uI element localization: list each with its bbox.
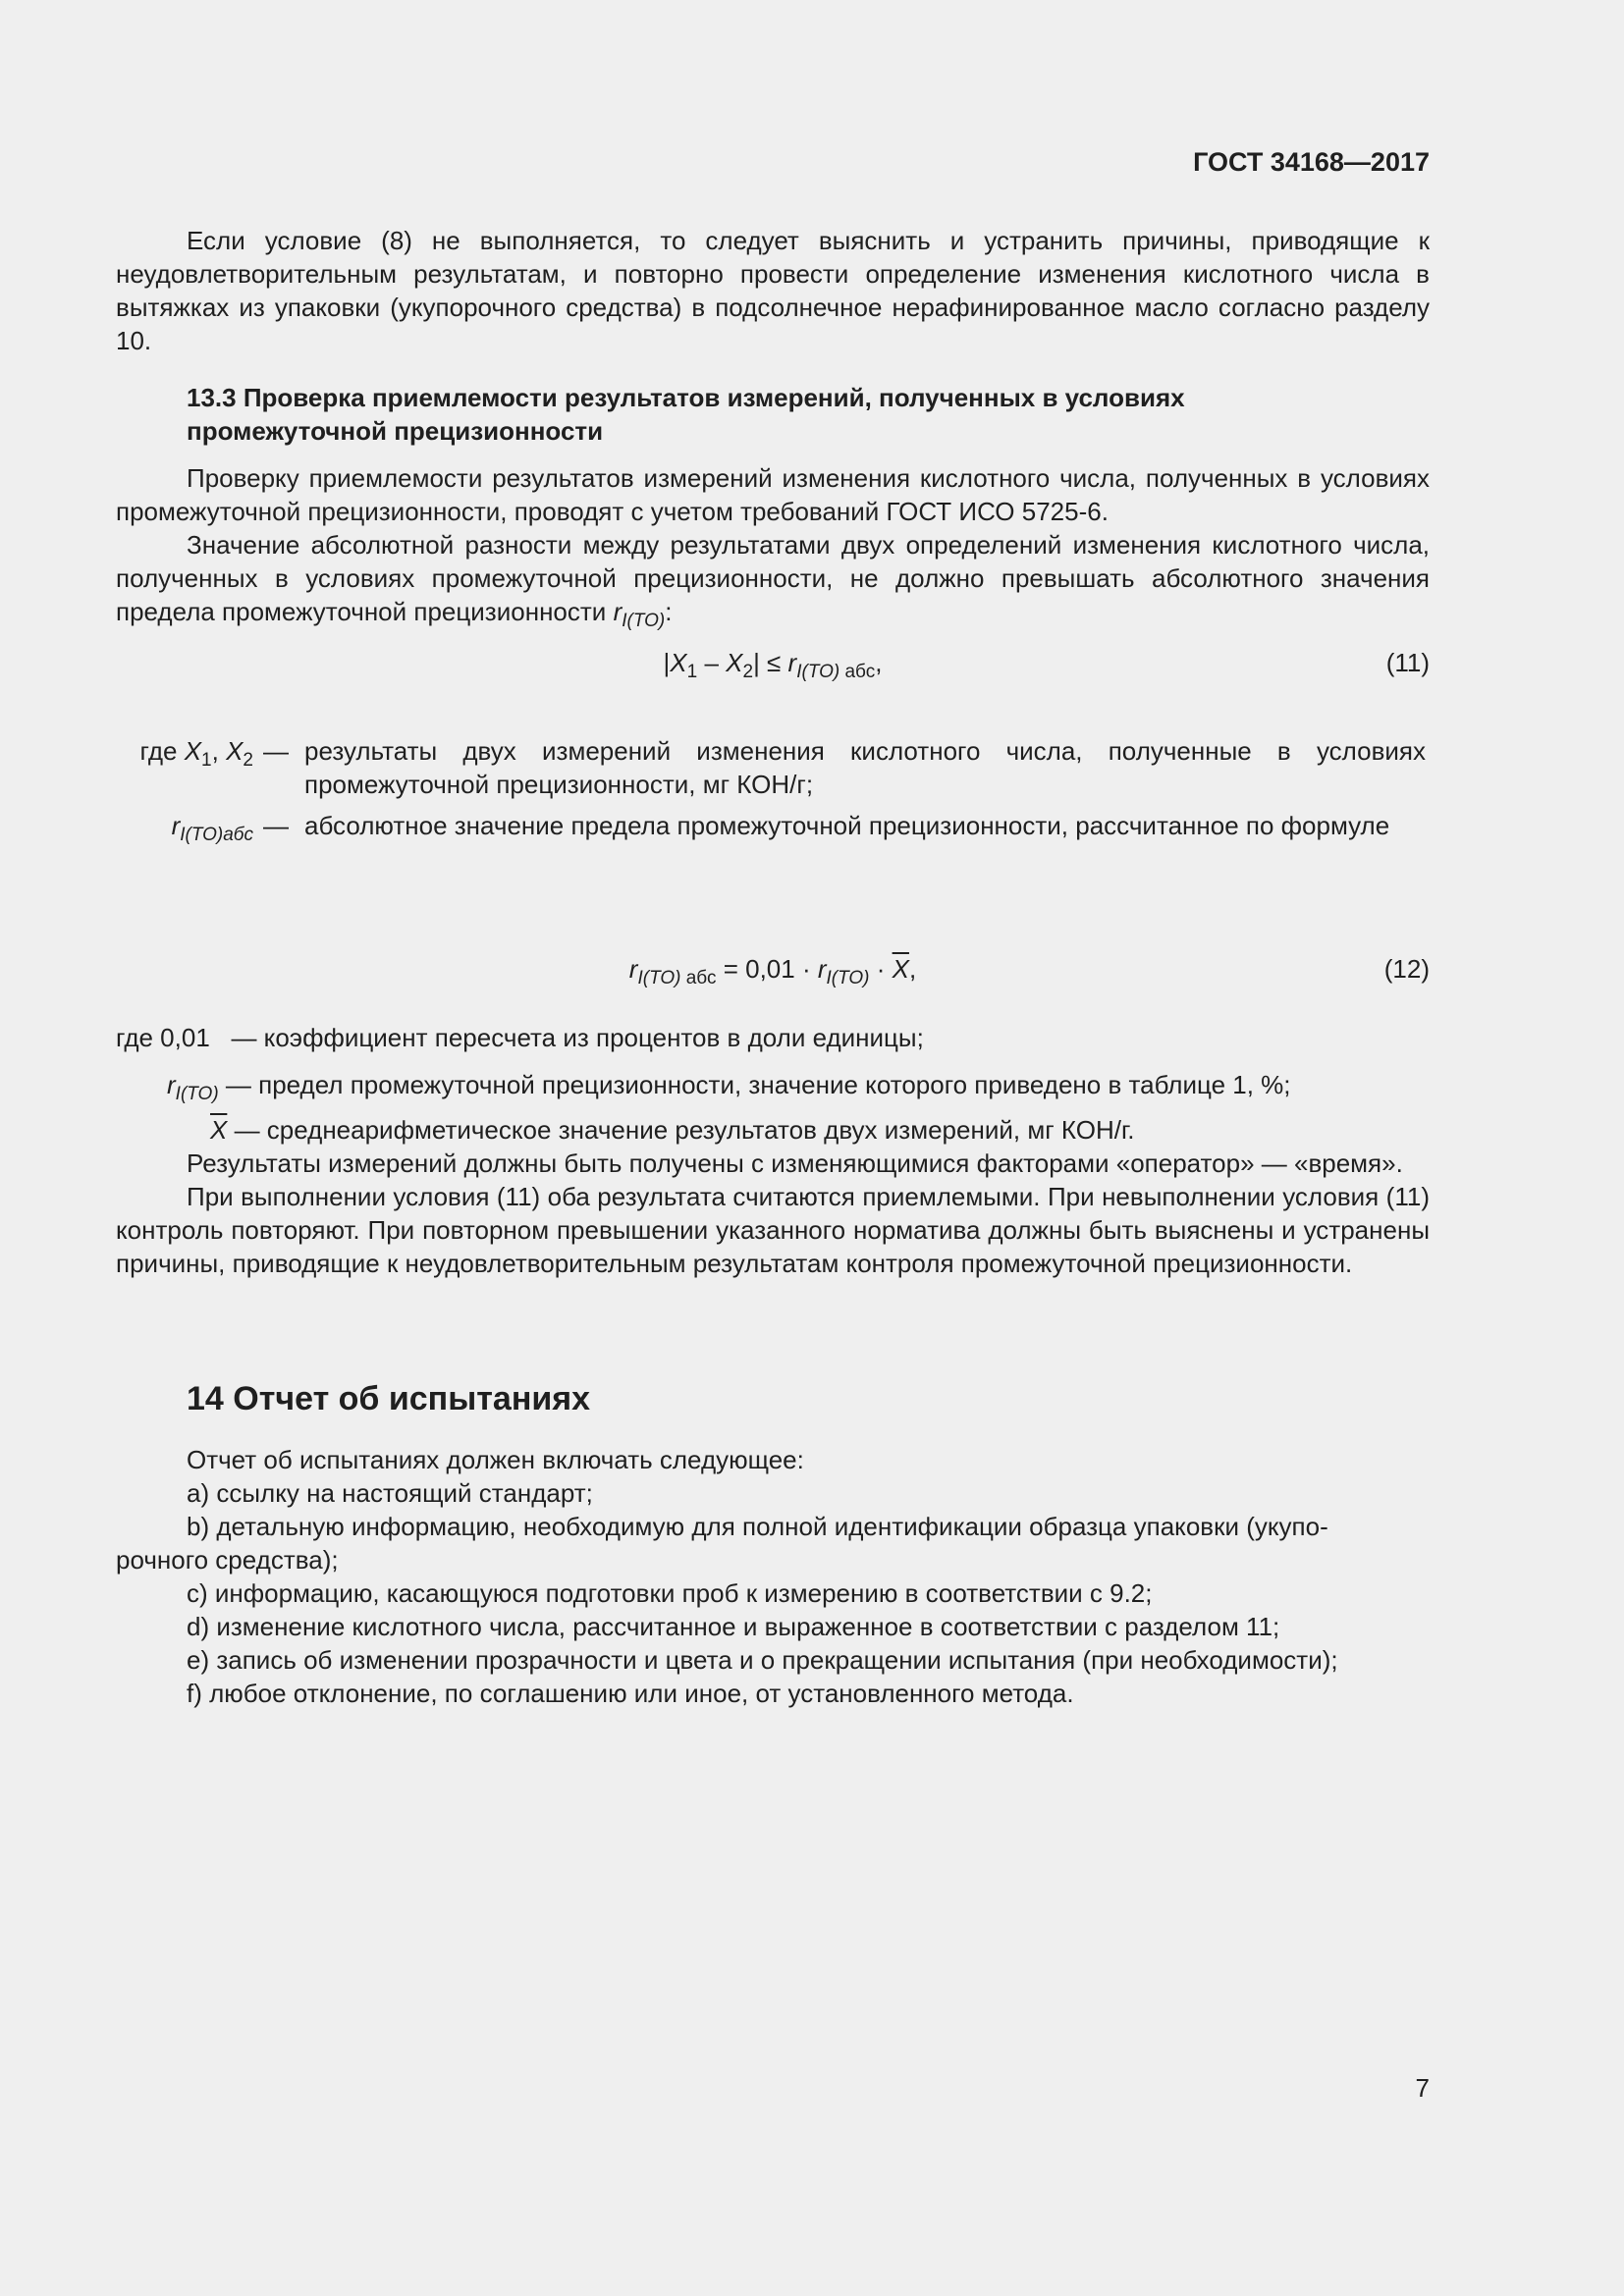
standard-header: ГОСТ 34168—2017: [1193, 147, 1430, 177]
paragraph-absolute-difference: Значение абсолютной разности между результатами двух определений изменения кислотного числа, полученных в условиях промежуточной прецизионности, не должно превышать абсолютного значения предела промежуточной прецизионности $r_{I(TO)}$:: [116, 530, 1430, 631]
section-14-intro: Отчет об испытаниях должен включать следующее:: [187, 1445, 804, 1474]
list-item-f: f) любое отклонение, по соглашению или иное, от установленного метода.: [187, 1679, 1074, 1708]
formula-12: $r_{I(TO) абс} = 0,01 \cdot r_{I(TO)} \cdot \overline{X}$,: [628, 954, 917, 988]
section-13-3-closing: [116, 1147, 1430, 1280]
intro-paragraph: Если условие (8) не выполняется, то следует выяснить и устранить причины, приводящие к неудовлетворительным результатам, и повторно провести определение изменения кислотного числа в вытяжках из упаковки (укупорочного средства) в подсолнечное нерафинированное масло согласно разделу 10.: [116, 226, 1430, 355]
paragraph-factors: Результаты измерений должны быть получены с изменяющимися факторами «оператор» — «время».: [187, 1148, 1403, 1178]
def-text-r-abs-content: абсолютное значение предела промежуточной прецизионности, рассчитанное по формуле: [304, 811, 1390, 840]
def-x-mean: $\overline{X}$ — среднеарифметическое значение результатов двух измерений, мг КОН/г.: [210, 1115, 1135, 1145]
list-item-b: b) детальную информацию, необходимую для полной идентификации образца упаковки (укупо-: [187, 1512, 1328, 1541]
section-14-title: 14 Отчет об испытаниях: [187, 1380, 591, 1417]
def-coef: где 0,01 — коэффициент пересчета из процентов в доли единицы;: [116, 1023, 924, 1052]
paragraph-conditions: При выполнении условия (11) оба результата считаются приемлемыми. При невыполнении условия (11) контроль повторяют. При повторном превышении указанного норматива должны быть выяснены и устранены причины, приводящие к неудовлетворительным результатам контроля промежуточной прецизионности.: [116, 1182, 1430, 1278]
list-item-a: a) ссылку на настоящий стандарт;: [187, 1478, 593, 1508]
formula-11-number: (11): [1385, 648, 1430, 677]
list-item-b-cont: рочного средства);: [116, 1545, 339, 1575]
section-13-3-body: [116, 461, 1430, 631]
def-text-x1-x2-content: результаты двух измерений изменения кислотного числа, полученные в условиях промежуточной прецизионности, мг КОН/г;: [304, 736, 1426, 799]
def-text-r-abs: — абсолютное значение предела промежуточной прецизионности, рассчитанное по формуле: [263, 809, 1426, 842]
def-text-x1-x2: — результаты двух измерений изменения кислотного числа, полученные в условиях промежуточной прецизионности, мг КОН/г;: [263, 736, 1426, 799]
formula-12-number: (12): [1383, 954, 1430, 984]
def-term-x1-x2: где $X_1$, $X_2$: [139, 736, 253, 771]
paragraph-acceptability: Проверку приемлемости результатов измерений изменения кислотного числа, полученных в условиях промежуточной прецизионности, проводят с учетом требований ГОСТ ИСО 5725-6.: [116, 463, 1430, 526]
page-number: 7: [1415, 2073, 1430, 2103]
def-r-ito: $r_{I(TO)}$ — предел промежуточной прецизионности, значение которого приведено в таблице 1, %;: [167, 1070, 1291, 1104]
section-13-3-title: 13.3 Проверка приемлемости результатов измерений, полученных в условиях промежуточной прецизионности: [187, 383, 1185, 446]
list-item-d: d) изменение кислотного числа, рассчитанное и выраженное в соответствии с разделом 11;: [187, 1612, 1280, 1641]
formula-11: $|X_1 - X_2| \le r_{I(TO) абс}$,: [663, 648, 883, 682]
list-item-c: c) информацию, касающуюся подготовки проб к измерению в соответствии с 9.2;: [187, 1578, 1153, 1608]
def-term-r-abs: $r_{I(TO)абс}$: [171, 811, 253, 845]
list-item-e: e) запись об изменении прозрачности и цвета и о прекращении испытания (при необходимости);: [187, 1645, 1338, 1675]
